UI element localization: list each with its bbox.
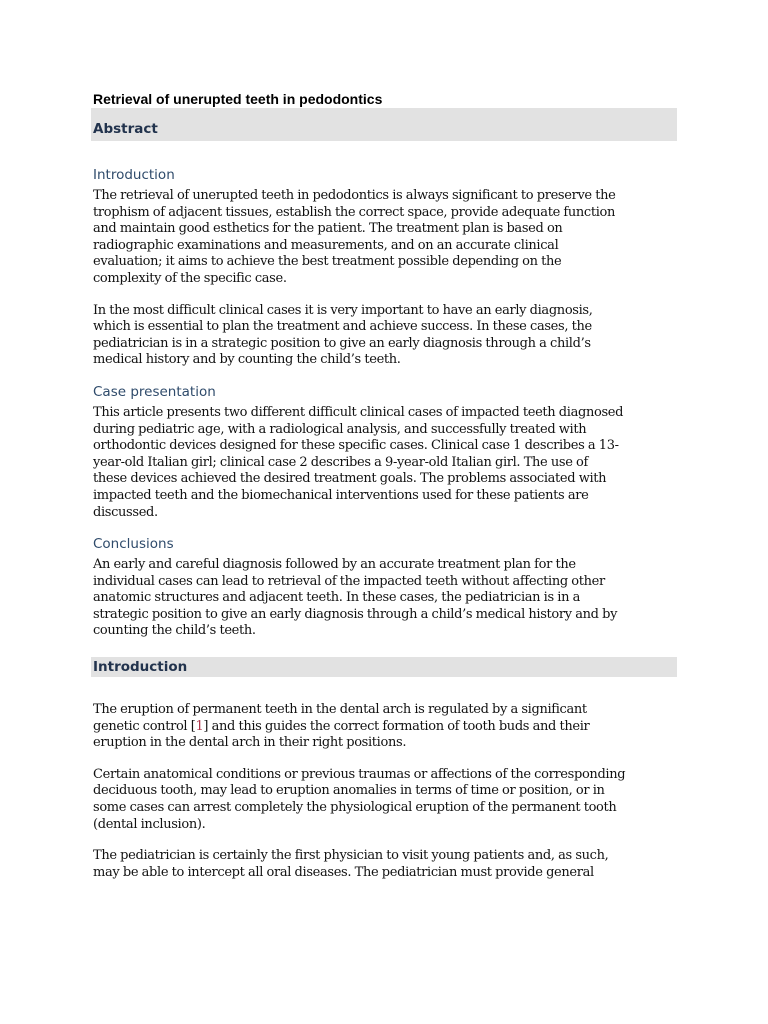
- text-line: which is essential to plan the treatment and achieve success. In these cases, the: [93, 319, 592, 335]
- text-line: The retrieval of unerupted teeth in pedodontics is always significant to preserve the: [93, 188, 616, 203]
- introduction-heading: Introduction: [91, 657, 677, 677]
- text-line: during pediatric age, with a radiological analysis, and successfully treated with: [93, 421, 587, 437]
- text-line: impacted teeth and the biomechanical interventions used for these patients are: [93, 487, 589, 503]
- text-line: may be able to intercept all oral diseases. The pediatrician must provide general: [93, 864, 594, 880]
- text-line: pediatrician is in a strategic position to give an early diagnosis through a child’s: [93, 335, 591, 351]
- conclusions-heading: Conclusions: [93, 536, 174, 553]
- text-line: eruption in the dental arch in their right positions.: [93, 735, 407, 751]
- case-presentation-heading: Case presentation: [93, 383, 216, 400]
- text-fragment: ] and this guides the correct formation of tooth buds and their: [203, 718, 590, 734]
- introduction-paragraph-3: [93, 848, 677, 881]
- introduction-paragraph-1: [93, 702, 677, 752]
- text-line: some cases can arrest completely the physiological eruption of the permanent tooth: [93, 800, 617, 816]
- text-line: The eruption of permanent teeth in the dental arch is regulated by a significant: [93, 702, 587, 718]
- case-presentation-paragraph: [93, 405, 677, 521]
- abstract-introduction-paragraph-1: [93, 188, 677, 288]
- text-line: The pediatrician is certainly the first physician to visit young patients and, as such,: [93, 848, 609, 864]
- text-line: (dental inclusion).: [93, 816, 206, 832]
- text-line: An early and careful diagnosis followed by an accurate treatment plan for the: [93, 557, 576, 573]
- text-line: these devices achieved the desired treatment goals. The problems associated with: [93, 471, 607, 487]
- text-line: Certain anatomical conditions or previous traumas or affections of the corresponding: [93, 766, 626, 782]
- reference-link[interactable]: 1: [195, 718, 204, 734]
- abstract-introduction-paragraph-2: [93, 303, 677, 369]
- text-line: evaluation; it aims to achieve the best treatment possible depending on the: [93, 254, 562, 270]
- text-line: strategic position to give an early diagnosis through a child’s medical history and by: [93, 606, 618, 622]
- text-line: This article presents two different difficult clinical cases of impacted teeth diagnosed: [93, 404, 624, 420]
- text-line: deciduous tooth, may lead to eruption anomalies in terms of time or position, or in: [93, 783, 605, 799]
- text-line: counting the child’s teeth.: [93, 623, 256, 639]
- text-line: and maintain good esthetics for the patient. The treatment plan is based on: [93, 221, 563, 237]
- text-line: orthodontic devices designed for these specific cases. Clinical case 1 describes a 13-: [93, 438, 619, 454]
- text-line: trophism of adjacent tissues, establish the correct space, provide adequate function: [93, 204, 616, 220]
- article-page: [91, 90, 677, 881]
- abstract-introduction-heading: Introduction: [93, 167, 175, 183]
- text-line: discussed.: [93, 504, 158, 520]
- text-line: medical history and by counting the child’s teeth.: [93, 352, 401, 368]
- text-line: individual cases can lead to retrieval of the impacted teeth without affecting other: [93, 573, 605, 589]
- introduction-paragraph-2: [93, 767, 677, 833]
- text-line: year-old Italian girl; clinical case 2 describes a 9-year-old Italian girl. The use of: [93, 454, 588, 470]
- text-line: radiographic examinations and measurements, and on an accurate clinical: [93, 237, 559, 253]
- text-line: complexity of the specific case.: [93, 270, 287, 286]
- article-title: Retrieval of unerupted teeth in pedodontics: [93, 91, 383, 107]
- text-line: anatomic structures and adjacent teeth. In these cases, the pediatrician is in a: [93, 590, 580, 606]
- conclusions-paragraph: [93, 557, 677, 640]
- text-line: [93, 719, 677, 736]
- text-fragment: genetic control [: [93, 718, 196, 734]
- abstract-heading: Abstract: [91, 108, 677, 141]
- text-line: In the most difficult clinical cases it is very important to have an early diagnosis,: [93, 302, 593, 318]
